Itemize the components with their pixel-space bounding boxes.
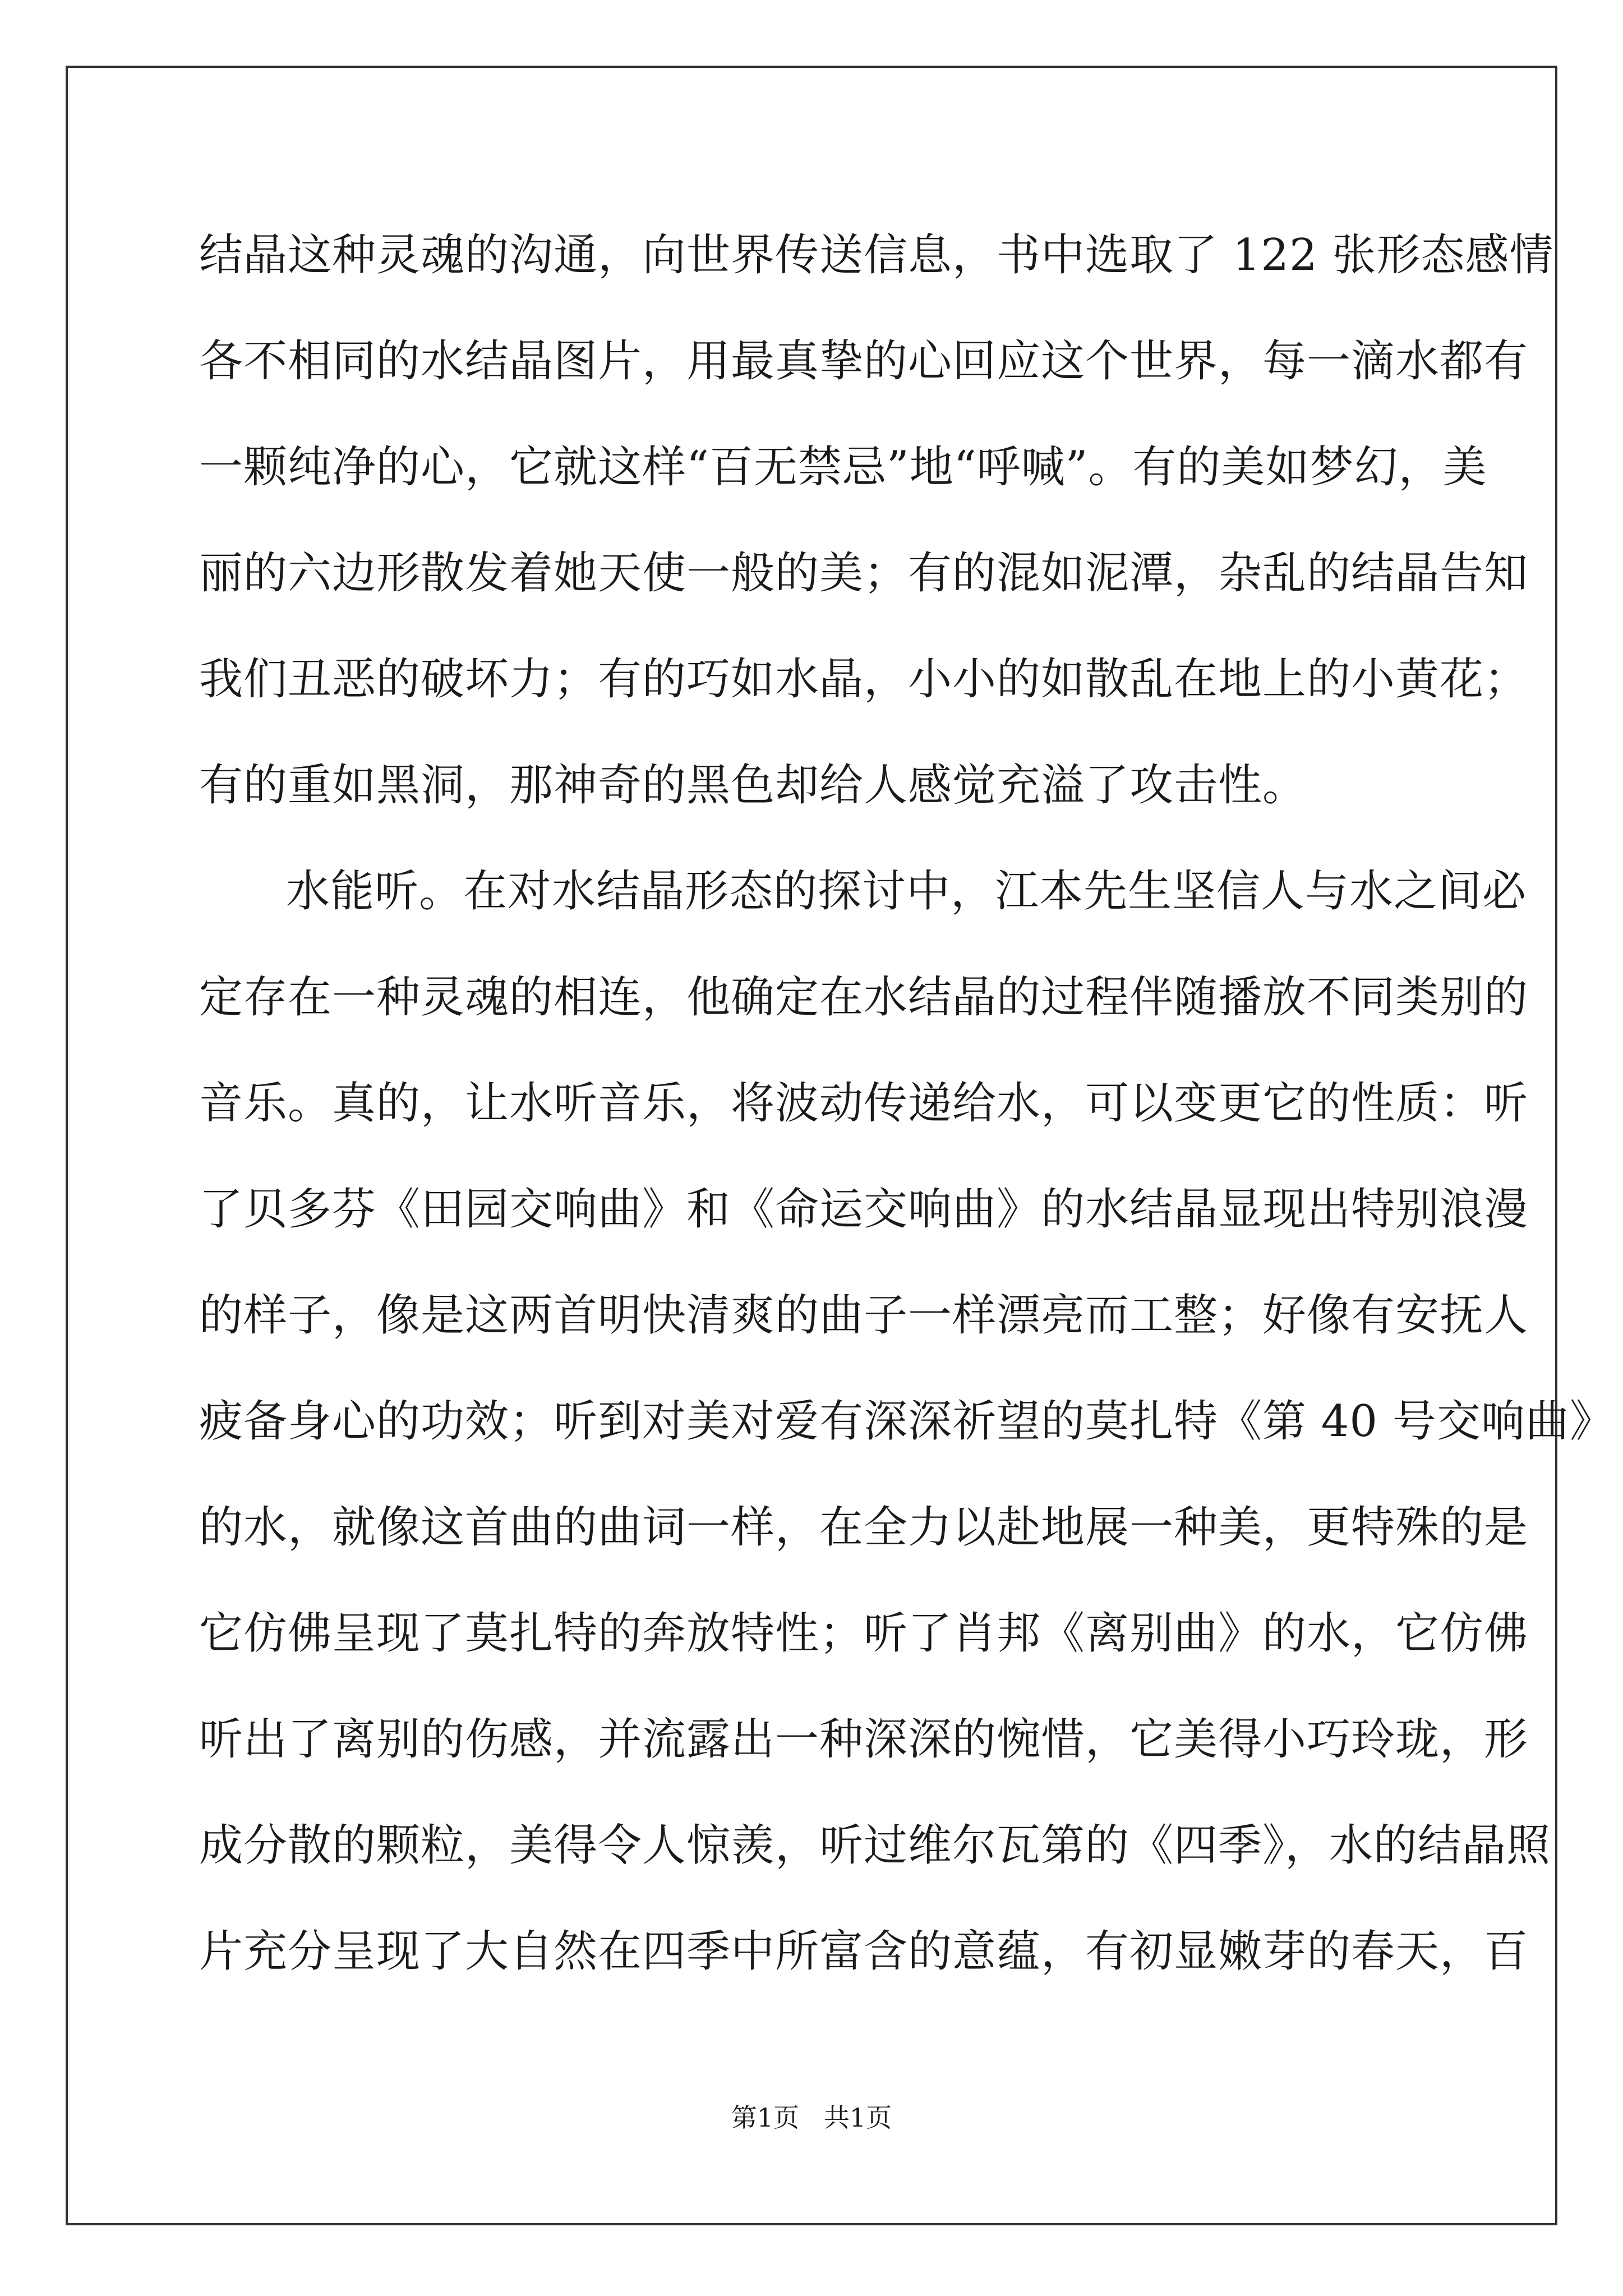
text-line: 了贝多芬《田园交响曲》和《命运交响曲》的水结晶显现出特别浪漫	[199, 1184, 1529, 1235]
text-line: 一颗纯净的心，它就这样“百无禁忌”地“呼喊”。有的美如梦幻，美	[199, 442, 1487, 493]
page-border	[66, 66, 1557, 2225]
text-line: 结晶这种灵魂的沟通，向世界传送信息，书中选取了 122 张形态感情	[199, 230, 1554, 280]
text-line: 听出了离别的伤感，并流露出一种深深的惋惜，它美得小巧玲珑，形	[199, 1714, 1529, 1765]
text-line: 丽的六边形散发着她天使一般的美；有的混如泥潭，杂乱的结晶告知	[199, 548, 1529, 599]
text-line: 的水，就像这首曲的曲词一样，在全力以赴地展一种美，更特殊的是	[199, 1502, 1529, 1553]
paragraph-first-line: 水能听。在对水结晶形态的探讨中，江本先生坚信人与水之间必	[286, 866, 1527, 917]
text-line: 我们丑恶的破坏力；有的巧如水晶，小小的如散乱在地上的小黄花；	[199, 654, 1529, 705]
text-line: 的样子，像是这两首明快清爽的曲子一样漂亮而工整；好像有安抚人	[199, 1290, 1529, 1341]
text-line: 音乐。真的，让水听音乐，将波动传递给水，可以变更它的性质：听	[199, 1078, 1529, 1129]
page-footer: 第1页 共1页	[731, 2102, 892, 2133]
text-line: 定存在一种灵魂的相连，他确定在水结晶的过程伴随播放不同类别的	[199, 972, 1529, 1023]
text-line: 各不相同的水结晶图片，用最真挚的心回应这个世界，每一滴水都有	[199, 336, 1529, 386]
text-line: 有的重如黑洞，那神奇的黑色却给人感觉充溢了攻击性。	[199, 760, 1307, 811]
text-line: 片充分呈现了大自然在四季中所富含的意蕴，有初显嫩芽的春天，百	[199, 1926, 1529, 1977]
text-line: 疲备身心的功效；听到对美对爱有深深祈望的莫扎特《第 40 号交响曲》	[199, 1396, 1614, 1447]
text-line: 成分散的颗粒，美得令人惊羡，听过维尔瓦第的《四季》，水的结晶照	[199, 1820, 1551, 1871]
text-line: 它仿佛呈现了莫扎特的奔放特性；听了肖邦《离别曲》的水，它仿佛	[199, 1608, 1529, 1659]
